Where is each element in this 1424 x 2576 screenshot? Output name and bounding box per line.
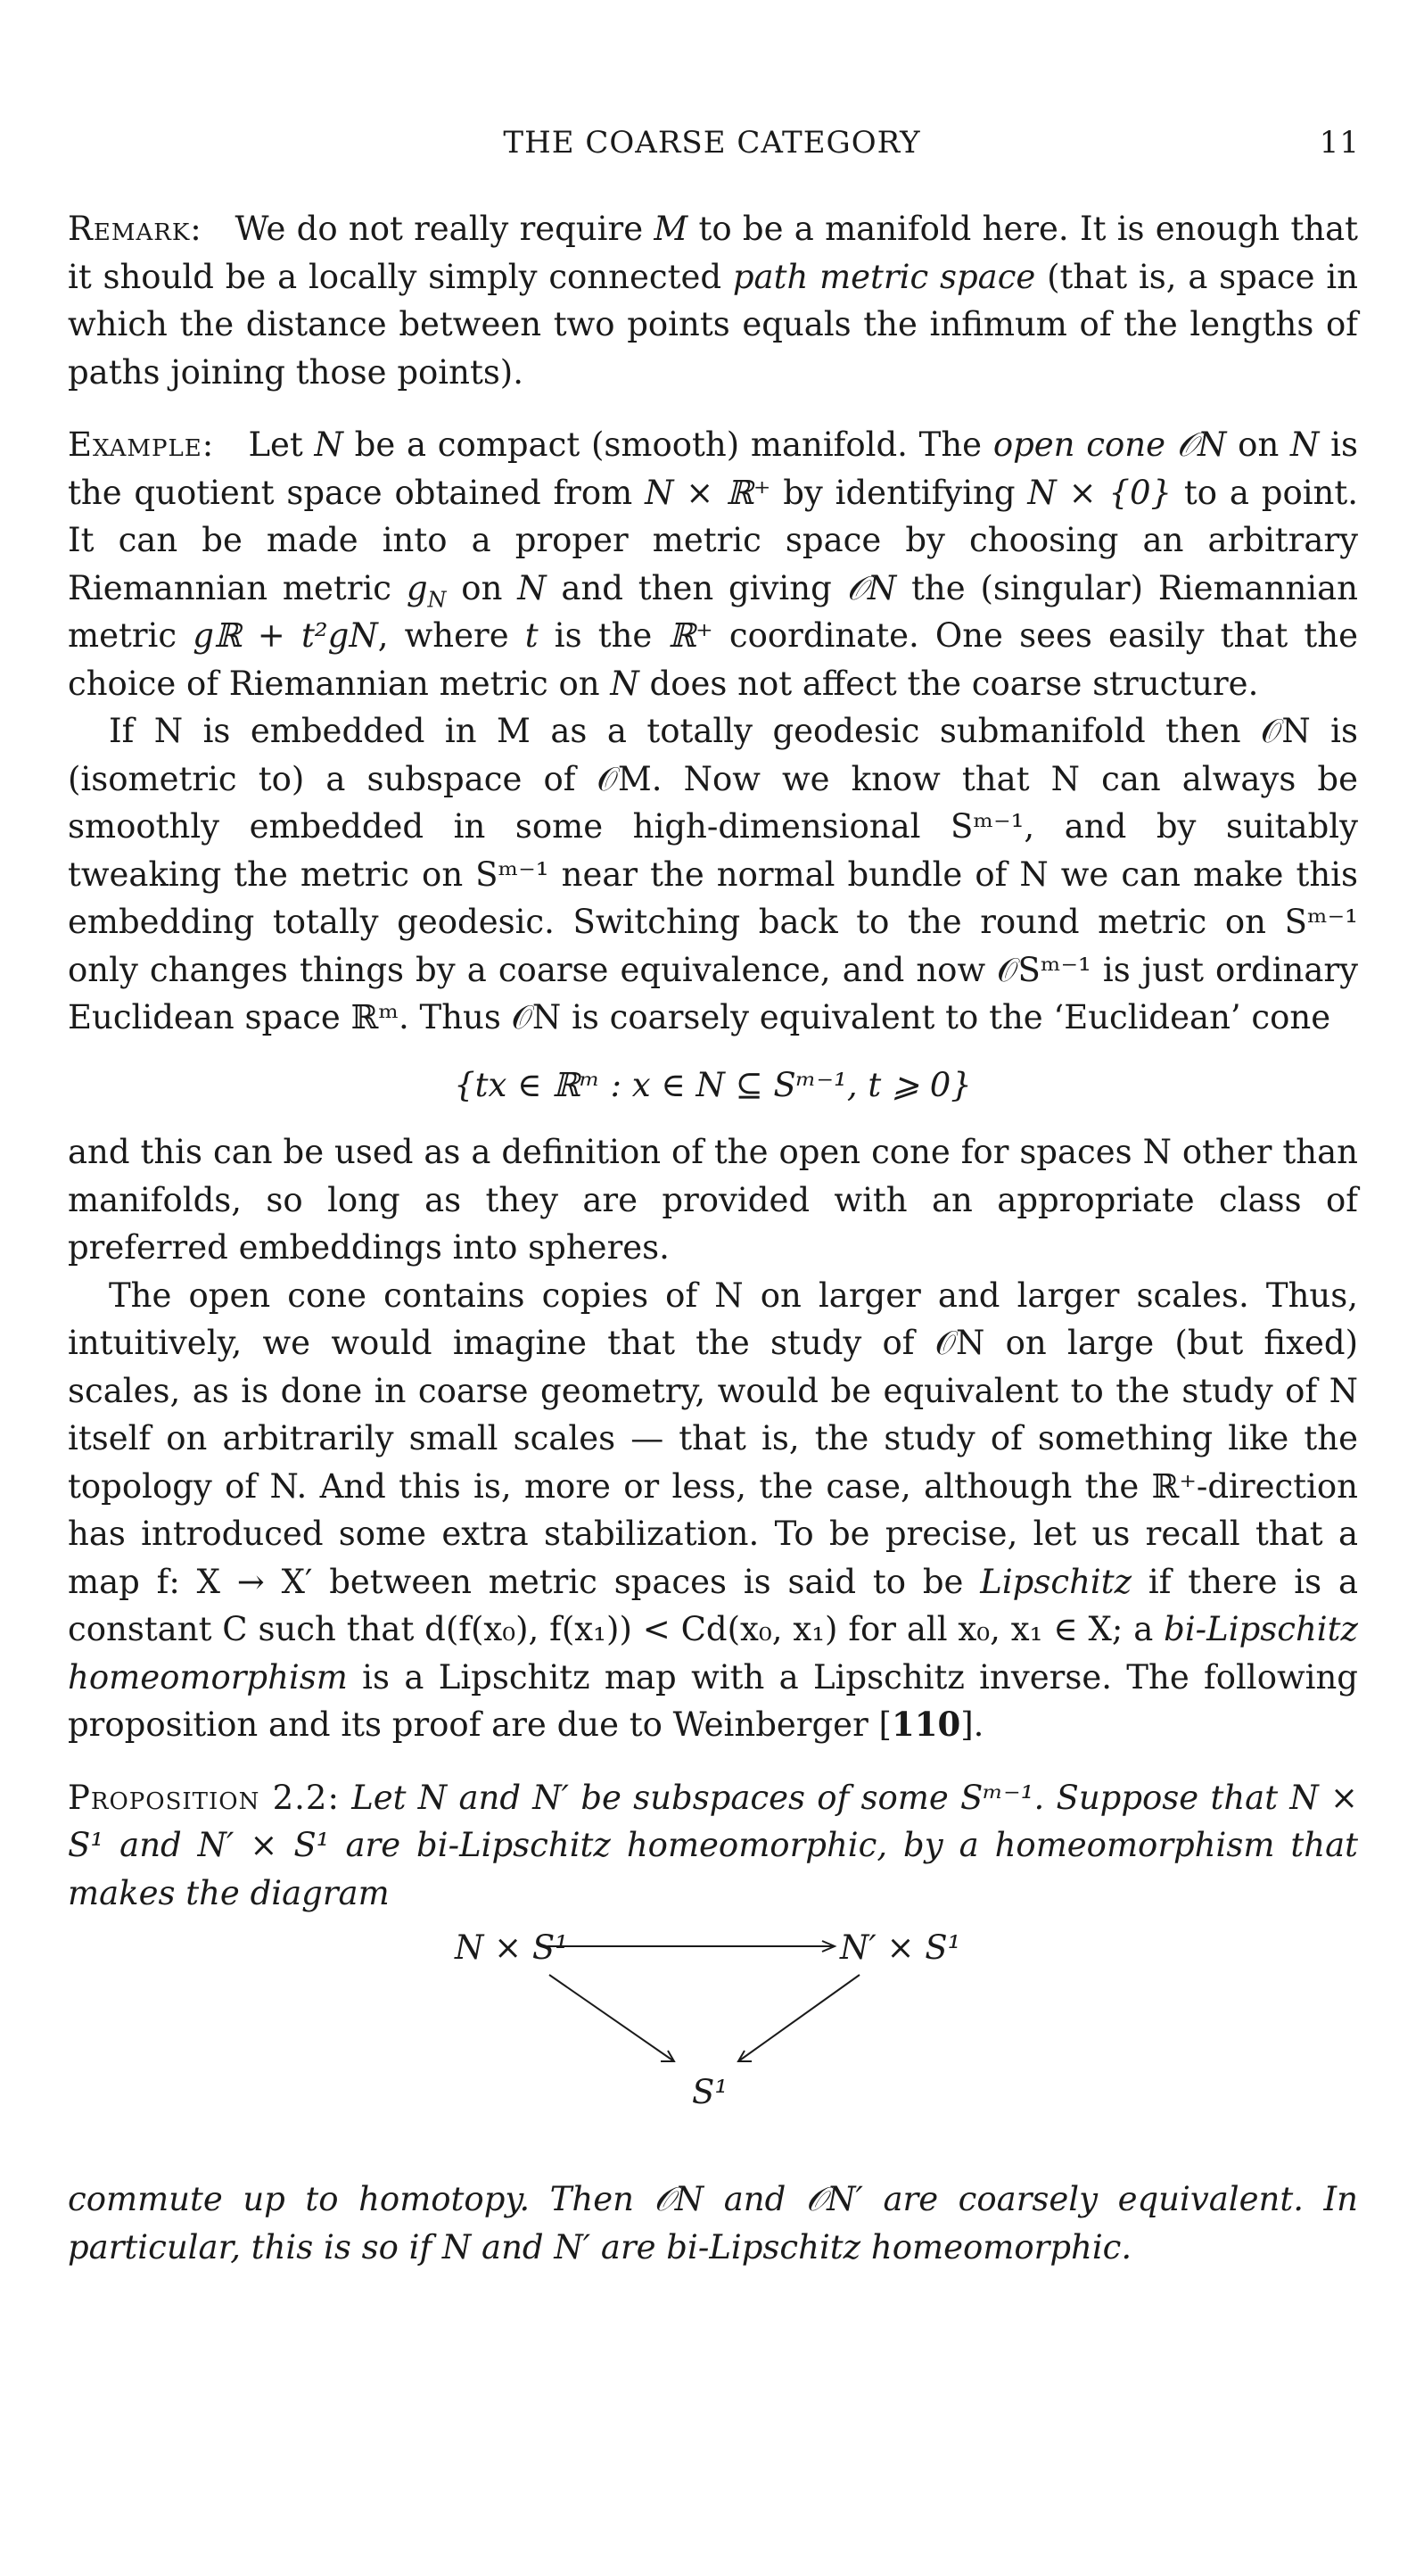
text-block: [68, 205, 1358, 2271]
example-text: on: [446, 568, 518, 607]
example-text: on: [1226, 425, 1291, 464]
example-math: N: [610, 664, 639, 703]
diagram-node-right: N′ × S¹: [840, 1928, 961, 1967]
remark-text-1: We do not really require: [235, 210, 654, 248]
example-math: N: [1290, 425, 1320, 464]
proposition-paragraph: [68, 1774, 1358, 1918]
example-math: ℝ⁺: [668, 616, 713, 655]
remark-math-m: M: [654, 210, 688, 248]
remark-text-2: to be a manifold here. It is enough that it should be a locally simply connected: [68, 210, 1358, 296]
commutative-diagram: [68, 1917, 1358, 2176]
diagram-arrows: [68, 1917, 1358, 2176]
example-math: g: [406, 568, 428, 607]
citation-ref[interactable]: 110: [891, 1705, 961, 1744]
example-text: and then giving: [546, 568, 847, 607]
arrow-right-diagonal: [738, 1975, 860, 2061]
proposition-continuation: commute up to homotopy. Then 𝒪N and 𝒪N′ are coarsely equivalent. In particular, this is so if N and N′ are bi-Lipschitz homeomorphic.: [68, 2180, 1358, 2266]
example-text: Let: [248, 425, 315, 464]
example-math: 𝒪N: [846, 568, 897, 607]
running-head: [0, 125, 1424, 161]
example-text: coordinate. One sees easily that the choice of Riemannian metric on: [68, 616, 1358, 703]
example-emph-open-cone: open cone: [992, 425, 1165, 464]
example-paragraph-4: [68, 1272, 1358, 1749]
remark-paragraph: [68, 205, 1358, 396]
example-math: N × {0}: [1027, 473, 1173, 512]
diagram-node-bottom: S¹: [692, 2073, 728, 2111]
arrow-left-diagonal: [549, 1975, 674, 2061]
p4-text-d: ].: [960, 1705, 984, 1744]
example-math: N: [314, 425, 343, 464]
example-text: does not affect the coarse structure.: [638, 664, 1259, 703]
example-label: Example:: [68, 425, 215, 464]
example-subscript: N: [427, 586, 447, 612]
proposition-body: Let N and N′ be subspaces of some Sᵐ⁻¹. Suppose that N × S¹ and N′ × S¹ are bi-Lipschitz homeomorphic, by a homeomorphism that makes the diagram: [68, 1778, 1358, 1912]
example-text: [1165, 425, 1177, 464]
example-text: be a compact (smooth) manifold. The: [342, 425, 993, 464]
page-number: 11: [1319, 125, 1360, 161]
remark-label: Remark:: [68, 210, 202, 248]
example-paragraph-2: If N is embedded in M as a totally geodesic submanifold then 𝒪N is (isometric to) a subspace of 𝒪M. Now we know that N can always be smoothly embedded in some high-dimensional Sᵐ⁻¹, and by suitably tweaking the metric on Sᵐ⁻¹ near the normal bundle of N we can make this embedding totally geodesic. Switching back to the round metric on Sᵐ⁻¹ only changes things by a coarse equivalence, and now 𝒪Sᵐ⁻¹ is just ordinary Euclidean space ℝᵐ. Thus 𝒪N is coarsely equivalent to the ‘Euclidean’ cone: [68, 712, 1358, 1036]
example-text: is the quotient space obtained from: [68, 425, 1358, 512]
p4-text-a: The open cone contains copies of N on larger and larger scales. Thus, intuitively, we would imagine that the study of 𝒪N on large (but fixed) scales, as is done in coarse geometry, would be equivalent to the study of N itself on arbitrarily small scales — that is, the study of something like the topology of N. And this is, more or less, the case, although the ℝ⁺-direction has introduced some extra stabilization. To be precise, let us recall that a map f: X → X′ between metric spaces is said to be: [68, 1276, 1358, 1601]
example-math: N × ℝ⁺: [645, 473, 771, 512]
example-math: 𝒪N: [1176, 425, 1227, 464]
diagram-node-left: N × S¹: [455, 1928, 569, 1967]
p4-emph-lipschitz: Lipschitz: [980, 1562, 1132, 1601]
example-text: , where: [377, 616, 525, 655]
example-text: the (singular) Riemannian metric: [68, 568, 1358, 655]
p4-text-c: is a Lipschitz map with a Lipschitz inverse. The following proposition and its proof are due to Weinberger [: [68, 1657, 1358, 1744]
example-paragraph-3: and this can be used as a definition of the open cone for spaces N other than manifolds, so long as they are provided with an appropriate class of preferred embeddings into spheres.: [68, 1133, 1358, 1267]
example-text: by identifying: [770, 473, 1028, 512]
running-title: THE COARSE CATEGORY: [503, 125, 921, 161]
example-text: is the: [538, 616, 669, 655]
proposition-label: Proposition 2.2:: [68, 1778, 340, 1817]
example-text: to a point. It can be made into a proper metric space by choosing an arbitrary Riemannian metric: [68, 473, 1359, 607]
display-formula: {tx ∈ ℝᵐ : x ∈ N ⊆ Sᵐ⁻¹, t ⩾ 0}: [454, 1065, 972, 1104]
example-math: t: [524, 616, 539, 655]
example-math: gℝ + t²gN: [193, 616, 378, 655]
p4-emph-bilipschitz: bi-Lipschitz homeomorphism: [68, 1610, 1358, 1697]
p4-text-b: if there is a constant C such that d(f(x₀), f(x₁)) < Cd(x₀, x₁) for all x₀, x₁ ∈ X; a: [68, 1562, 1358, 1648]
example-math: N: [517, 568, 547, 607]
remark-emph: path metric space: [732, 257, 1036, 296]
example-paragraph-1: [68, 421, 1358, 707]
remark-text-3: (that is, a space in which the distance between two points equals the infimum of the lengths of paths joining those points).: [68, 257, 1358, 392]
